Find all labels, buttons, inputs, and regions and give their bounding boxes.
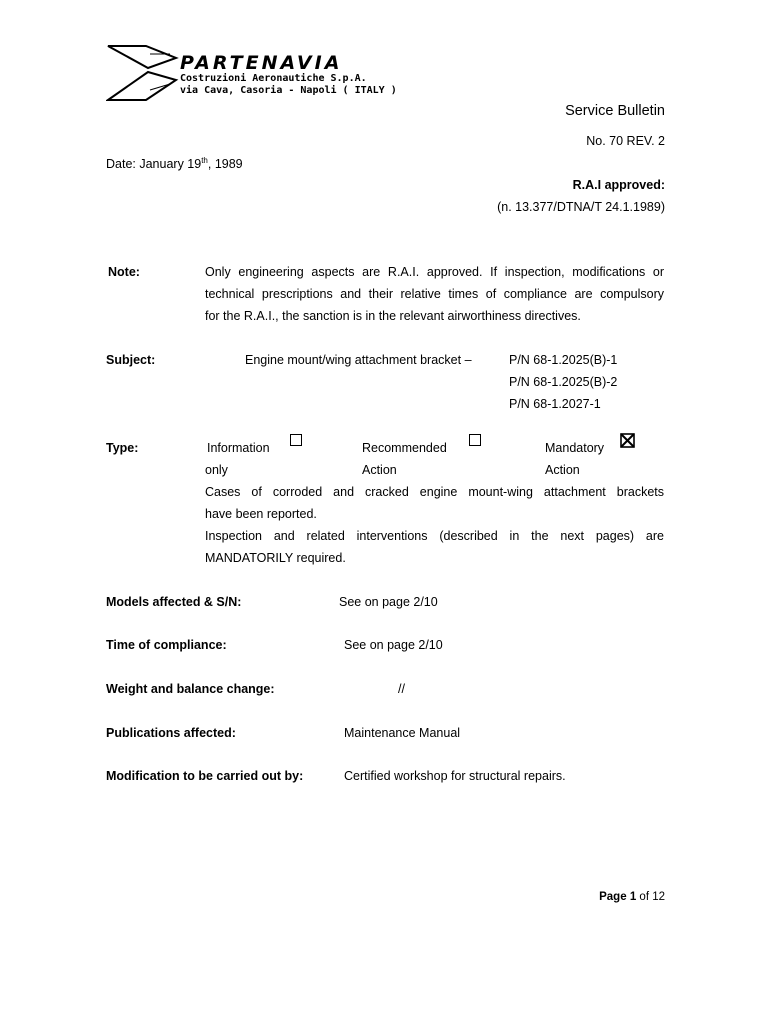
models-affected-value: See on page 2/10: [339, 595, 438, 609]
date-suffix: , 1989: [207, 157, 243, 172]
doc-type: Service Bulletin: [565, 103, 665, 119]
address-line: via Cava, Casoria - Napoli ( ITALY ): [180, 85, 397, 96]
approval-title: R.A.I approved:: [572, 178, 665, 192]
type-label: Type:: [106, 441, 139, 455]
models-affected-label: Models affected & S/N:: [106, 595, 242, 609]
weight-balance-label: Weight and balance change:: [106, 682, 275, 696]
subject-label: Subject:: [106, 353, 156, 367]
date-sup: th: [201, 156, 208, 165]
date-prefix: Date: January 19: [106, 157, 202, 172]
note-label: Note:: [108, 265, 140, 279]
time-of-compliance-value: See on page 2/10: [344, 638, 443, 652]
type-desc-line: MANDATORILY required.: [205, 551, 346, 565]
type-option-information-label: Information: [207, 441, 270, 455]
company-line: Costruzioni Aeronautiche S.p.A.: [180, 73, 367, 84]
modification-by-label: Modification to be carried out by:: [106, 769, 304, 783]
type-desc-line: Inspection and related interventions (described in the next pages) are: [205, 529, 664, 543]
page-total: of 12: [639, 891, 665, 903]
type-option-recommended-label-2: Action: [362, 463, 397, 477]
note-line: Only engineering aspects are R.A.I. approved. If inspection, modifications or: [205, 265, 664, 279]
subject-text: Engine mount/wing attachment bracket –: [245, 353, 472, 367]
type-option-mandatory-label-2: Action: [545, 463, 580, 477]
type-option-recommended-label: Recommended: [362, 441, 447, 455]
doc-number: No. 70 REV. 2: [586, 134, 665, 148]
type-desc-line: Cases of corroded and cracked engine mount-wing attachment brackets: [205, 485, 664, 499]
part-number: P/N 68-1.2027-1: [509, 397, 601, 411]
modification-by-value: Certified workshop for structural repairs.: [344, 769, 566, 783]
information-only-checkbox[interactable]: [290, 434, 302, 446]
page-label: Page: [599, 891, 627, 903]
recommended-action-checkbox[interactable]: [469, 434, 481, 446]
time-of-compliance-label: Time of compliance:: [106, 638, 227, 652]
part-number: P/N 68-1.2025(B)-2: [509, 375, 618, 389]
note-line: technical prescriptions and their relative times of compliance are compulsory: [205, 287, 664, 301]
approval-ref: (n. 13.377/DTNA/T 24.1.1989): [497, 200, 665, 214]
mandatory-action-checkbox[interactable]: [620, 433, 635, 448]
type-option-mandatory-label: Mandatory: [545, 441, 605, 455]
note-line: for the R.A.I., the sanction is in the relevant airworthiness directives.: [205, 309, 581, 323]
page-number: 1: [629, 891, 637, 903]
partenavia-logo-icon: [106, 44, 182, 102]
type-option-information-label-2: only: [205, 463, 228, 477]
type-desc-line: have been reported.: [205, 507, 317, 521]
page-indicator: [599, 891, 665, 903]
weight-balance-value: //: [398, 682, 405, 696]
brand-name: PARTENAVIA: [180, 52, 343, 74]
publications-affected-label: Publications affected:: [106, 726, 236, 740]
publications-affected-value: Maintenance Manual: [344, 726, 461, 740]
part-number: P/N 68-1.2025(B)-1: [509, 353, 618, 367]
document-date: [106, 156, 243, 171]
